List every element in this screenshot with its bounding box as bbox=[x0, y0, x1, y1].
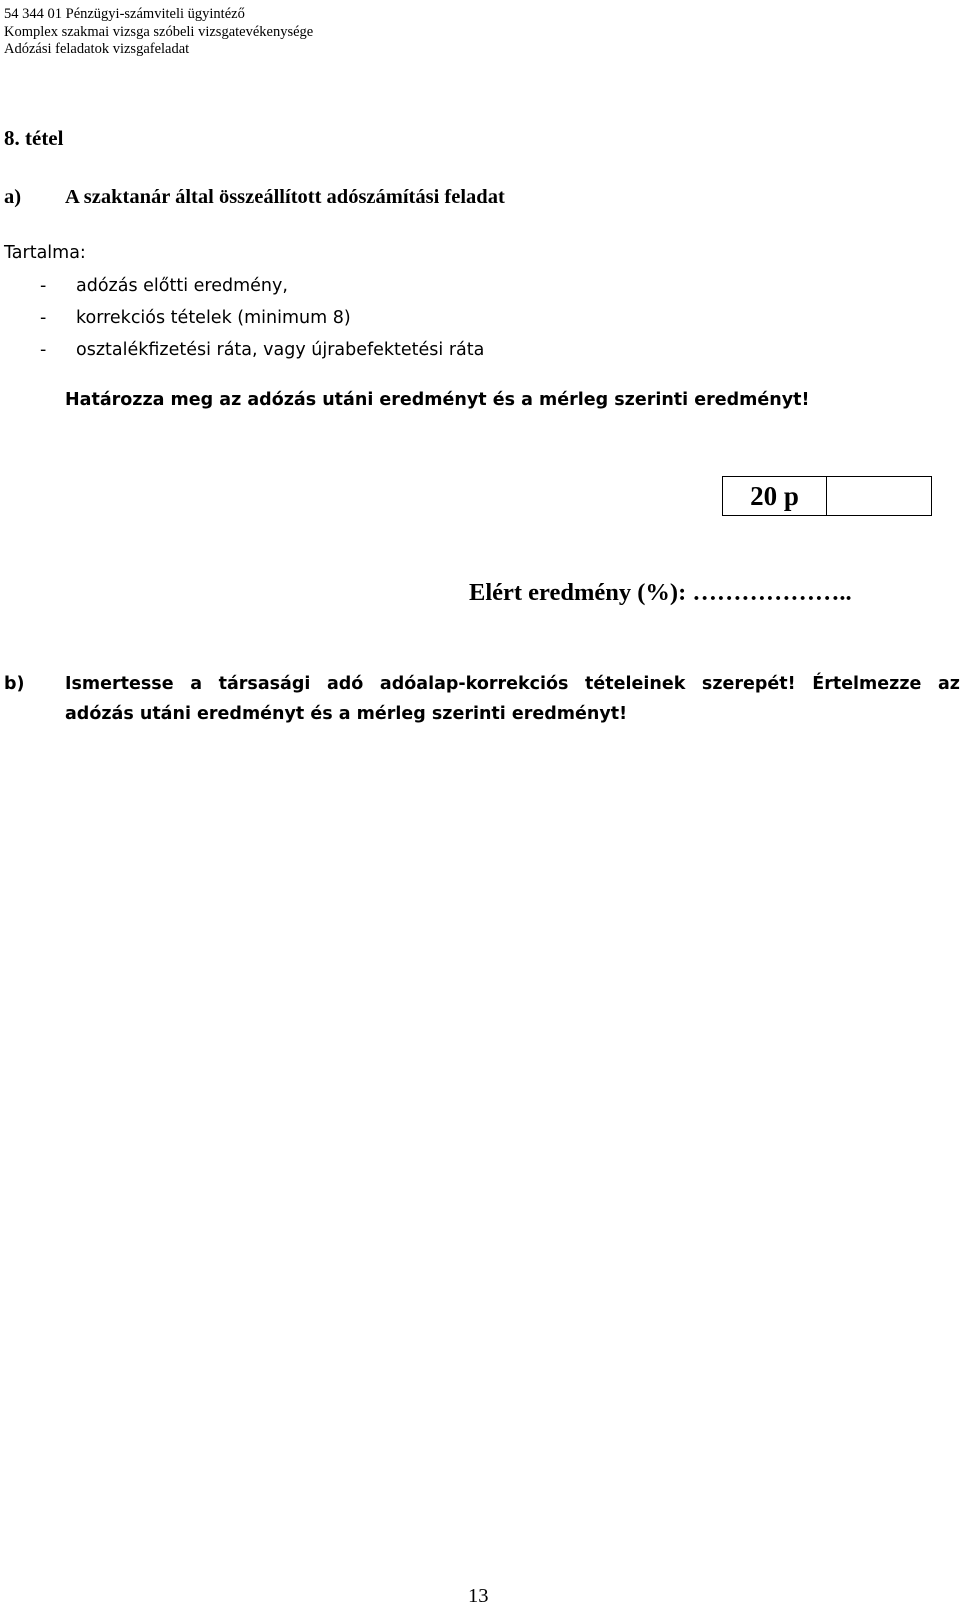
points-label: 20 p bbox=[723, 477, 827, 515]
page-number: 13 bbox=[468, 1585, 489, 1607]
bullet-item bbox=[40, 276, 288, 296]
achieved-result-line: Elért eredmény (%): ……………….. bbox=[469, 579, 852, 606]
header-line-qualification: 54 344 01 Pénzügyi-számviteli ügyintéző bbox=[4, 6, 245, 22]
bullet-marker: - bbox=[40, 340, 47, 360]
item-title: 8. tétel bbox=[4, 126, 64, 150]
task-a-letter: a) bbox=[4, 186, 22, 208]
points-score-cell bbox=[827, 477, 931, 515]
bullet-text: osztalékfizetési ráta, vagy újrabefektetési ráta bbox=[76, 340, 485, 360]
bullet-marker: - bbox=[40, 308, 47, 328]
task-a-instruction: Határozza meg az adózás utáni eredményt és a mérleg szerinti eredményt! bbox=[65, 390, 810, 410]
bullet-text: adózás előtti eredmény, bbox=[76, 276, 288, 296]
bullet-marker: - bbox=[40, 276, 47, 296]
task-a-title: A szaktanár által összeállított adószámítási feladat bbox=[65, 186, 505, 208]
points-box bbox=[722, 476, 932, 516]
header-line-exam: Komplex szakmai vizsga szóbeli vizsgatevékenysége bbox=[4, 23, 314, 40]
task-b-text bbox=[65, 669, 960, 729]
header-line-task: Adózási feladatok vizsgafeladat bbox=[4, 41, 190, 57]
task-b-line-1: Ismertesse a társasági adó adóalap-korrekciós tételeinek szerepét! Értelmezze az bbox=[65, 674, 960, 694]
document-header bbox=[4, 6, 313, 59]
task-b-line-2: adózás utáni eredményt és a mérleg szerinti eredményt! bbox=[65, 704, 628, 724]
task-b-letter: b) bbox=[4, 674, 25, 694]
bullet-item bbox=[40, 308, 351, 328]
contents-label: Tartalma: bbox=[4, 243, 86, 263]
bullet-item bbox=[40, 340, 484, 360]
bullet-text: korrekciós tételek (minimum 8) bbox=[76, 308, 351, 328]
